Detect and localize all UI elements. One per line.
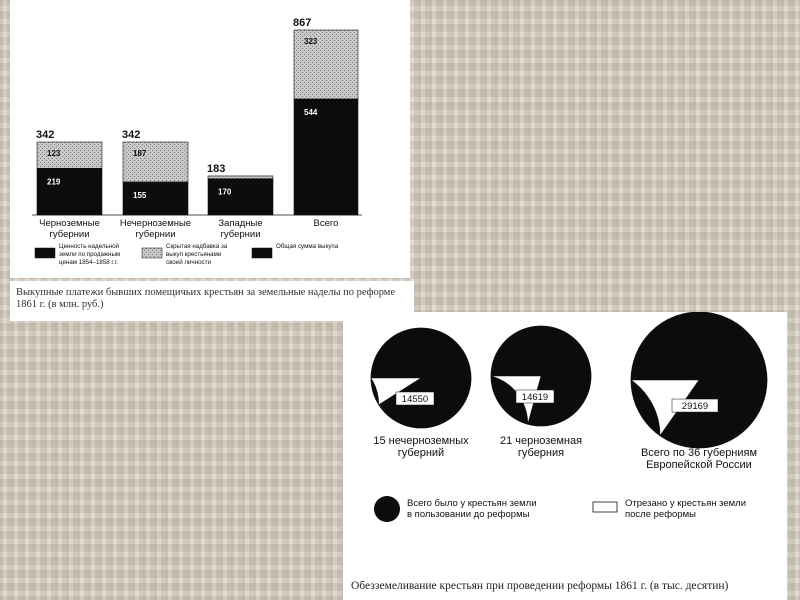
legend-label: ценам 1854–1858 г.г.	[59, 259, 118, 266]
legend-swatch-black	[374, 496, 400, 522]
category-label: Нечерноземные	[119, 218, 192, 229]
pie-chart-caption: Обезземеливание крестьян при проведении реформы 1861 г. (в тыс. десятин)	[351, 580, 729, 592]
bar-value-label: 187	[133, 149, 147, 159]
pie-total-value: 14550	[401, 394, 429, 405]
bar-total-label: 342	[36, 129, 55, 142]
bar-total-label: 183	[207, 162, 226, 175]
category-label: губернии	[135, 229, 176, 240]
pie-title: губерний	[397, 447, 445, 459]
legend-swatch	[142, 248, 162, 258]
bar-segment	[37, 168, 102, 215]
bar-value-label: 219	[47, 177, 61, 187]
legend-label: земли по продажным	[59, 251, 121, 258]
bar-value-label: 123	[47, 149, 61, 159]
pie-cut-percent: (9,9%)	[377, 369, 401, 378]
legend-label: своей личности	[166, 259, 211, 266]
legend-label: Ценность надельной	[59, 243, 120, 250]
category-label: Западные	[218, 218, 263, 229]
bar-value-label: 170	[218, 187, 232, 197]
legend-swatch-white	[593, 502, 617, 512]
bar-chart-panel	[10, 0, 410, 278]
pie-cut-percent: (26,2%)	[509, 351, 538, 361]
category-label: Черноземные	[39, 218, 100, 229]
pie-cut-percent: (18,0%)	[661, 345, 690, 355]
bar-value-label: 323	[304, 37, 318, 46]
pie-cut-value: 1437	[377, 358, 398, 368]
bar-segment	[123, 142, 188, 182]
legend-label: после реформы	[625, 509, 696, 520]
pie-cut-value: 3825	[513, 340, 534, 351]
bar-value-label: 544	[304, 107, 318, 117]
bar-chart-caption: Выкупные платежи бывших помещичьих крестьян за земельные наделы по реформе 1861 г. (в млн. руб.)	[16, 287, 396, 310]
legend-label: Всего было у крестьян земли	[407, 498, 537, 509]
pie-title: Всего по 36 губерниям	[640, 447, 758, 459]
category-label: губернии	[49, 229, 90, 240]
pie-title: 15 нечерноземных	[373, 435, 469, 447]
legend-label: Общая сумма выкупа	[276, 243, 339, 250]
legend-label: Скрытая надбавка за	[166, 243, 228, 250]
legend-swatch	[252, 248, 272, 258]
bar-chart	[10, 0, 410, 278]
legend-swatch	[35, 248, 55, 258]
category-label: Всего	[313, 218, 339, 229]
category-label: губернии	[220, 229, 261, 240]
pie-chart	[343, 312, 787, 572]
pie-title: губерния	[517, 447, 565, 459]
legend-label: в пользовании до реформы	[407, 509, 530, 520]
legend-label: Отрезано у крестьян земли	[625, 498, 747, 509]
bar-value-label: 155	[133, 190, 147, 200]
bar-total-label: 867	[293, 17, 312, 29]
pie-cut-value: 5262	[665, 334, 686, 345]
pie-total-value: 29169	[681, 401, 709, 413]
pie-title: 21 черноземная	[499, 435, 583, 447]
pie-chart-panel	[343, 312, 787, 600]
bar-total-label: 342	[122, 129, 141, 142]
bar-value-label: 13	[218, 178, 227, 188]
pie-title: Европейской России	[646, 459, 752, 471]
pie-total-value: 14619	[521, 392, 549, 403]
legend-label: выкуп крестьянами	[166, 251, 222, 258]
